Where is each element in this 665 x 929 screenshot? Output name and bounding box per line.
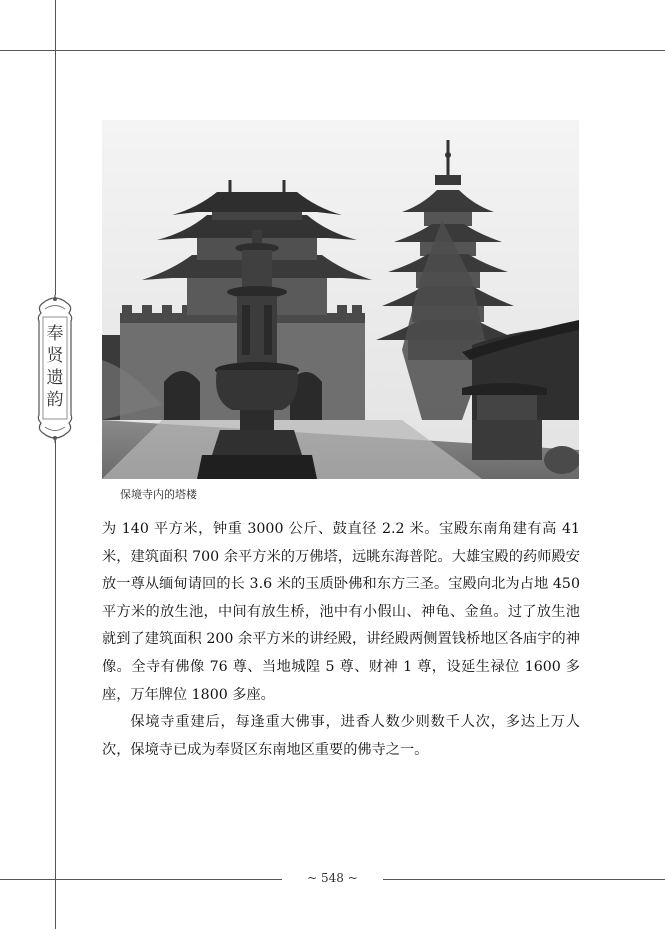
paragraph: 保境寺重建后，每逢重大佛事，进香人数少则数千人次，多达上万人次，保境寺已成为奉贤区东南地区重要的佛寺之一。 (102, 714, 580, 758)
sidebar-title-char: 奉 (46, 324, 64, 344)
margin-rule-upper (55, 0, 56, 295)
page-number: ~ 548 ~ (307, 871, 358, 885)
sidebar-title-char: 韵 (46, 390, 64, 410)
sidebar-title (35, 323, 75, 411)
sidebar-title-char: 贤 (46, 346, 64, 366)
margin-rule-lower (55, 440, 56, 929)
paragraph: 为 140 平方米，钟重 3000 公斤、鼓直径 2.2 米。宝殿东南角建有高 41 米，建筑面积 700 余平方米的万佛塔，远眺东海普陀。大雄宝殿的药师殿安放一尊从缅甸请回的长 3.6 米的玉质卧佛和东方三圣。宝殿向北为占地 450 平方米的放生池，中间有放生桥，池中有小假山、神龟、金鱼。过了放生池就到了建筑面积 200 余平方米的讲经殿，讲经殿两侧置钱桥地区各庙宇的神像。全寺有佛像 76 尊、当地城隍 5 尊、财神 1 尊，设延生禄位 1600 多座，万年牌位 1800 多座。 (102, 521, 580, 703)
top-rule (0, 50, 665, 51)
sidebar-title-char: 遗 (46, 368, 64, 388)
temple-pagoda-photo (102, 120, 579, 479)
photo-caption: 保境寺内的塔楼 (120, 488, 197, 501)
article-body (102, 516, 580, 764)
sidebar-title-cartouche (35, 293, 75, 443)
